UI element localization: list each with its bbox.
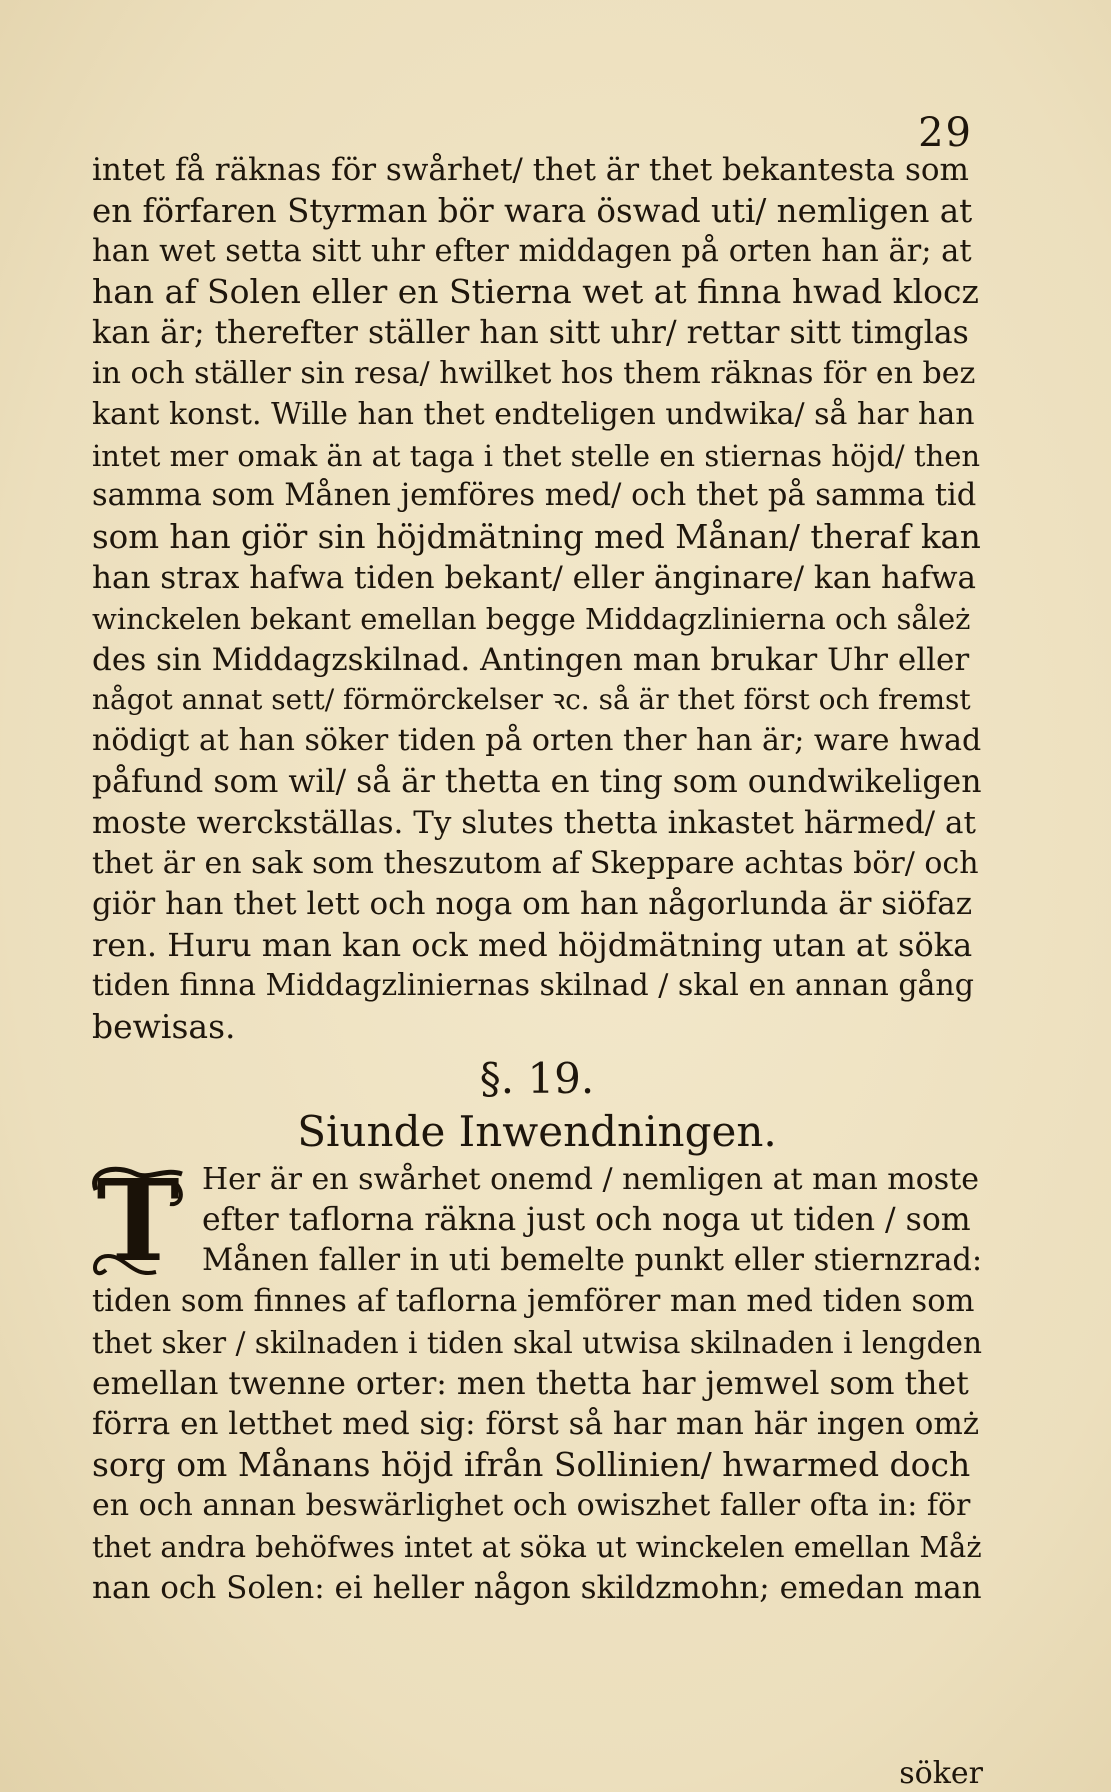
text-line: förra en letthet med sig: först så har man här ingen omż [92,1406,980,1443]
paragraph-2 [92,1155,983,1609]
text-line: thet sker / skilnaden i tiden skal utwisa skilnaden i lengden [92,1325,982,1360]
text-line: bewisas. [92,1006,236,1046]
drop-cap: T [96,1155,180,1287]
text-line: thet är en sak som theszutom af Skeppare achtas bör/ och [92,845,979,881]
text-line: påfund som wil/ så är thetta en ting som oundwikeligen [92,763,982,800]
body-text [92,150,982,1608]
text-line: tiden finna Middagzliniernas skilnad / skal en annan gång [92,967,974,1003]
text-line: Her är en swårhet onemd / nemligen at man moste [202,1161,980,1197]
section-number: §. 19. [479,1053,595,1103]
text-line: thet andra behöfwes intet at söka ut winckelen emellan Måż [92,1529,982,1564]
text-line: tiden som finnes af taflorna jemförer man med tiden som [92,1283,975,1319]
text-line: intet mer omak än at taga i thet stelle en stiernas höjd/ then [92,438,981,473]
catchword: söker [899,1756,983,1791]
text-line: emellan twenne orter: men thetta har jemwel som thet [92,1365,969,1402]
text-line: nödigt at han söker tiden på orten ther han är; ware hwad [92,723,982,759]
text-line: in och ställer sin resa/ hwilket hos them räknas för en bez [92,355,976,391]
text-line: han strax hafwa tiden bekant/ eller änginare/ kan hafwa [92,559,976,596]
text-line: ren. Huru man kan ock med höjdmätning utan at söka [92,926,973,965]
text-line: nan och Solen: ei heller någon skildzmohn; emedan man [92,1569,982,1606]
text-line: en förfaren Styrman bör wara öswad uti/ nemligen at [92,191,973,230]
text-line: något annat sett/ förmörckelser ꝛc. så är thet först och fremst [92,683,971,717]
text-line: des sin Middagzskilnad. Antingen man brukar Uhr eller [92,641,970,678]
text-line: moste werckställas. Ty slutes thetta inkastet härmed/ at [92,804,976,841]
text-line: kant konst. Wille han thet endteligen undwika/ så har han [92,396,975,432]
text-line: efter taflorna räkna just och noga ut tiden / som [202,1202,971,1239]
text-line: kan är; therefter ställer han sitt uhr/ rettar sitt timglas [92,315,969,352]
text-line: giör han thet lett och noga om han någorlunda är siöfaz [92,886,973,923]
text-line: han af Solen eller en Stierna wet at finna hwad klocz [92,272,979,312]
text-line: samma som Månen jemföres med/ och thet på samma tid [92,478,977,514]
text-line: Månen faller in uti bemelte punkt eller stiernzrad: [202,1243,983,1279]
text-line: en och annan beswärlighet och owiszhet faller ofta in: för [92,1487,971,1523]
text-line: intet få räknas för swårhet/ thet är thet bekantesta som [92,152,969,188]
section-title: Siunde Inwendningen. [297,1106,777,1156]
text-line: som han giör sin höjdmätning med Månan/ theraf kan [92,518,981,557]
text-line: sorg om Månans höjd ifrån Sollinien/ hwarmed doch [92,1445,971,1485]
text-line: han wet setta sitt uhr efter middagen på orten han är; at [92,233,972,269]
paragraph-1 [92,150,982,1048]
text-line: winckelen bekant emellan begge Middagzlinierna och såleż [92,601,971,636]
page-number: 29 [918,110,973,156]
